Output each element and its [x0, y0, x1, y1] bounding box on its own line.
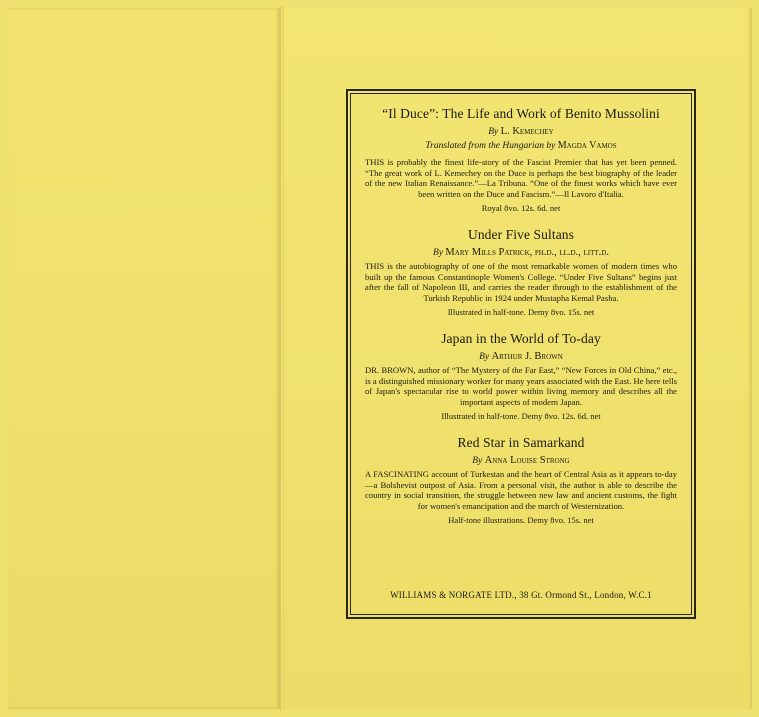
book-format-price: Illustrated in half-tone. Demy 8vo. 12s. 6d. net — [441, 411, 601, 421]
book-title: Under Five Sultans — [467, 227, 575, 242]
book-title: “Il Duce”: The Life and Work of Benito Mussolini — [382, 106, 660, 121]
book-entry-2 — [365, 227, 677, 317]
advertisement-frame — [346, 89, 696, 619]
book-byline — [365, 351, 677, 362]
jacket-flap-blank — [8, 8, 280, 709]
book-description: THIS is probably the finest life-story of the Fascist Premier that has yet been penned. “The great work of L. Kemechey on the Duce is perhaps the best biography of the leader of the new Italian Renaissance.”—La Tribuna. “One of the finest works which have ever been written on the Duce and Fascism.”—Il Lavoro d'Italia. — [365, 157, 677, 199]
jacket-edge — [748, 8, 752, 709]
book-entry-3 — [365, 331, 677, 421]
book-author: Mary Mills Patrick, ph.d., ll.d., litt.d. — [445, 247, 609, 258]
book-author: L. Kemechey — [500, 126, 554, 137]
book-author: Arthur J. Brown — [491, 351, 563, 362]
byline-prefix: By — [433, 248, 444, 258]
advertisement-inner-frame — [350, 93, 692, 615]
book-byline — [365, 455, 677, 466]
book-format-price: Illustrated in half-tone. Demy 8vo. 15s. net — [447, 307, 595, 317]
book-byline — [365, 247, 677, 258]
translator-prefix: Translated from the Hungarian by — [425, 141, 556, 151]
byline-prefix: By — [488, 127, 499, 137]
byline-prefix: By — [472, 456, 483, 466]
book-format-price: Half-tone illustrations. Demy 8vo. 15s. net — [448, 515, 594, 525]
book-entry-4 — [365, 435, 677, 525]
book-description: DR. BROWN, author of “The Mystery of the Far East,” “New Forces in Old China,” etc., is a distinguished missionary worker for many years associated with the East. He here tells of Japan's spectacular rise to world power within living memory and describes all the important aspects of modern Japan. — [365, 365, 677, 407]
book-byline — [365, 126, 677, 137]
byline-prefix: By — [479, 352, 490, 362]
publisher-imprint: WILLIAMS & NORGATE LTD., 38 Gt. Ormond St., London, W.C.1 — [390, 590, 652, 600]
book-author: Anna Louise Strong — [484, 455, 570, 466]
book-title: Japan in the World of To-day — [441, 331, 601, 346]
book-translator: Magda Vamos — [557, 140, 617, 151]
book-description: A FASCINATING account of Turkestan and the heart of Central Asia as it appears to-day—a Bolshevist outpost of Asia. From a personal visit, the author is able to describe the country in social transition, the struggle between new law and ancient customs, the fight for women's emancipation and the march of Westernization. — [365, 469, 677, 511]
book-entry-1 — [365, 106, 677, 213]
book-translator-line — [365, 140, 677, 151]
book-format-price: Royal 8vo. 12s. 6d. net — [481, 203, 561, 213]
book-description: THIS is the autobiography of one of the most remarkable women of modern times who built up the famous Constantinople Women's College. “Under Five Sultans” begins just after the fall of Napoleon III, and carries the reader through to the establishment of the Turkish Republic in 1924 under Mustapha Kemal Pasha. — [365, 261, 677, 303]
book-title: Red Star in Samarkand — [457, 435, 585, 450]
